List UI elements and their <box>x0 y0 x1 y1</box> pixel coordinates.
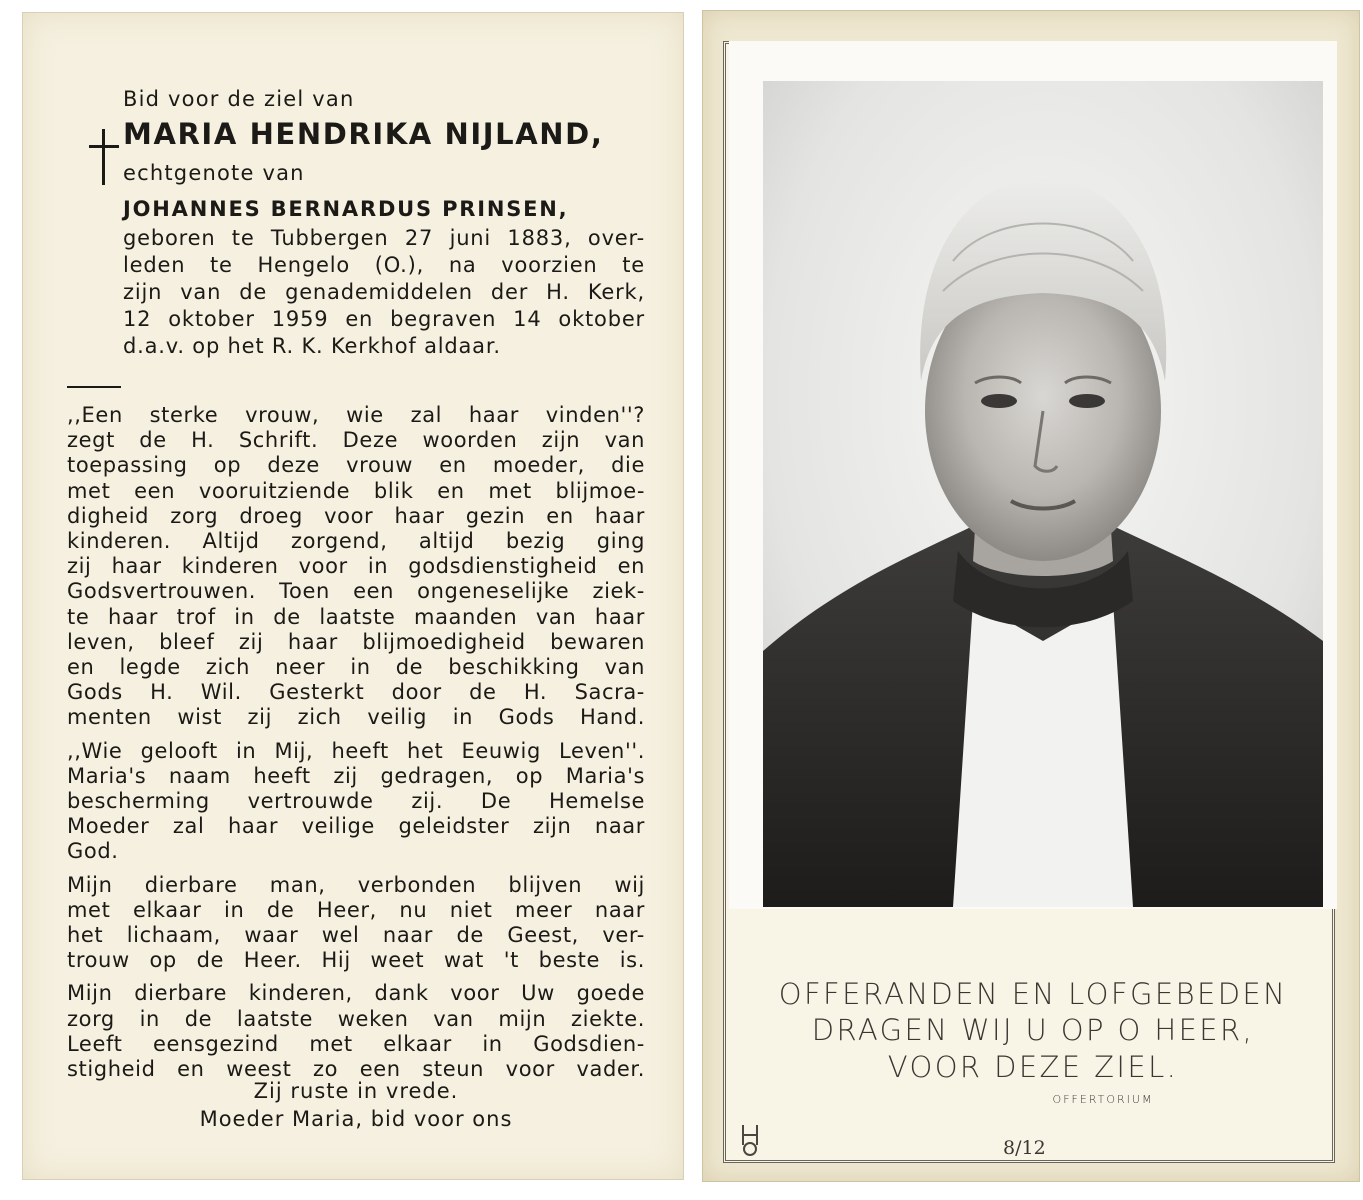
biography-line: leden te Hengelo (O.), na voorzien te <box>123 253 645 277</box>
cross-icon <box>89 129 119 185</box>
biography-line: 12 oktober 1959 en begraven 14 oktober <box>123 307 645 331</box>
prayer-line: met een vooruitziende blik en met blijmoe- <box>67 478 645 503</box>
prayer-line: zorg in de laatste weken van mijn ziekte. <box>67 1006 645 1031</box>
prayer-line: te haar trof in de laatste maanden van haar <box>67 604 645 629</box>
prayer-text-block <box>67 403 645 1082</box>
caption-line-2: DRAGEN WIJ U OP O HEER, <box>811 1013 1255 1047</box>
prayer-line: Maria's naam heeft zij gedragen, op Maria's <box>67 763 645 788</box>
prayer-line: het lichaam, waar wel naar de Geest, ver- <box>67 923 645 948</box>
prayer-line: trouw op de Heer. Hij weet wat 't beste is. <box>67 948 645 973</box>
section-divider <box>67 386 121 388</box>
caption-line-3: VOOR DEZE ZIEL. <box>887 1050 1179 1084</box>
memorial-card-text-side <box>22 12 684 1180</box>
prayer-line: met elkaar in de Heer, nu niet meer naar <box>67 897 645 922</box>
prayer-line: en legde zich neer in de beschikking van <box>67 655 645 680</box>
prayer-line: ,,Een sterke vrouw, wie zal haar vinden''? <box>67 403 645 427</box>
prayer-line: menten wist zij zich veilig in Gods Hand. <box>67 705 645 730</box>
caption-line-1: OFFERANDEN EN LOFGEBEDEN <box>778 977 1288 1011</box>
closing-rest-in-peace: Zij ruste in vrede. <box>253 1079 459 1103</box>
biography-line: d.a.v. op het R. K. Kerkhof aldaar. <box>123 334 501 358</box>
prayer-line: zij haar kinderen voor in godsdienstigheid en <box>67 554 645 579</box>
caption-source: OFFERTORIUM <box>1052 1093 1154 1106</box>
intro-text: Bid voor de ziel van <box>123 87 355 111</box>
prayer-line: stigheid en weest zo een steun voor vader. <box>67 1057 645 1082</box>
memorial-card-photo-side <box>702 10 1360 1182</box>
prayer-line: Mijn dierbare kinderen, dank voor Uw goede <box>67 981 645 1006</box>
prayer-line: Gods H. Wil. Gesterkt door de H. Sacra- <box>67 680 645 705</box>
relation-text: echtgenote van <box>123 161 305 185</box>
publisher-mark-icon <box>739 1123 761 1157</box>
portrait-photo <box>763 81 1323 907</box>
card-number: 8/12 <box>1003 1137 1046 1159</box>
prayer-line: toepassing op deze vrouw en moeder, die <box>67 453 645 478</box>
prayer-line: Mijn dierbare man, verbonden blijven wij <box>67 872 645 897</box>
prayer-line: bescherming vertrouwde zij. De Hemelse <box>67 789 645 814</box>
prayer-line: God. <box>67 839 119 864</box>
closing-prayer: Moeder Maria, bid voor ons <box>199 1107 513 1131</box>
prayer-line: Leeft eensgezind met elkaar in Godsdien- <box>67 1031 645 1056</box>
prayer-line: digheid zorg droeg voor haar gezin en haar <box>67 503 645 528</box>
prayer-line: zegt de H. Schrift. Deze woorden zijn van <box>67 428 645 453</box>
prayer-line: kinderen. Altijd zorgend, altijd bezig ging <box>67 529 645 554</box>
deceased-name: MARIA HENDRIKA NIJLAND, <box>123 117 604 151</box>
photo-mount <box>729 41 1337 909</box>
prayer-line: Moeder zal haar veilige geleidster zijn naar <box>67 814 645 839</box>
prayer-line: Godsvertrouwen. Toen een ongeneselijke ziek- <box>67 579 645 604</box>
prayer-line: ,,Wie gelooft in Mij, heeft het Eeuwig Leven''. <box>67 738 645 763</box>
biography-block <box>123 225 645 360</box>
prayer-line: leven, bleef zij haar blijmoedigheid bewaren <box>67 629 645 654</box>
biography-line: geboren te Tubbergen 27 juni 1883, over- <box>123 226 645 250</box>
biography-line: zijn van de genademiddelen der H. Kerk, <box>123 280 645 304</box>
spouse-name: JOHANNES BERNARDUS PRINSEN, <box>123 197 569 221</box>
